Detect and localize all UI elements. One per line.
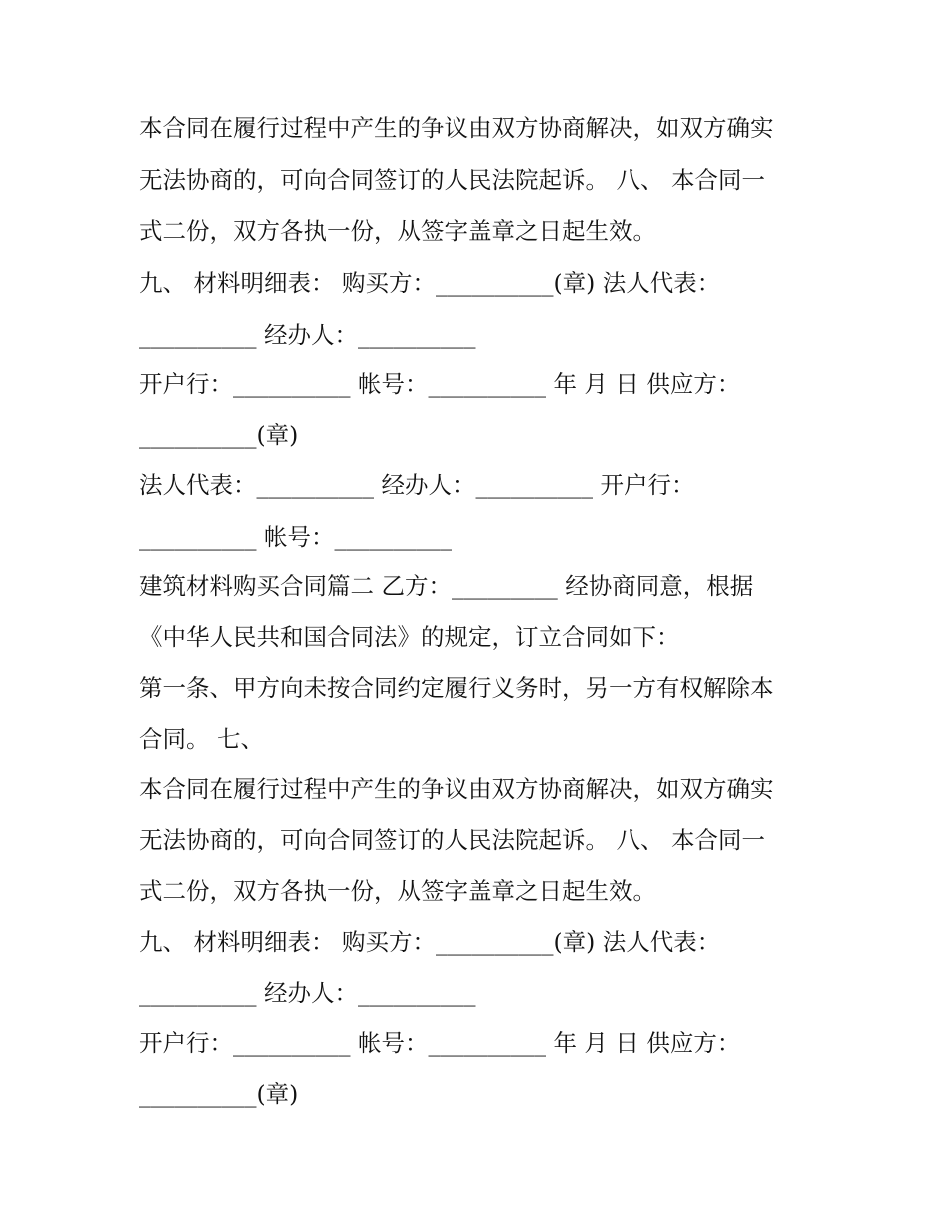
text-line: __________(章) [139, 1080, 299, 1108]
text-line: 开户行：__________ 帐号：__________ 年 月 日 供应方： [139, 1029, 741, 1057]
text-line: 建筑材料购买合同篇二 乙方：_________ 经协商同意，根据 [139, 572, 754, 600]
text-line: 合同。 七、 [139, 725, 264, 753]
text-line: 第一条、甲方向未按合同约定履行义务时，另一方有权解除本 [139, 674, 774, 702]
text-line: 九、 材料明细表： 购买方：__________(章) 法人代表： [139, 269, 721, 297]
text-line: 九、 材料明细表： 购买方：__________(章) 法人代表： [139, 928, 721, 956]
text-line: 《中华人民共和国合同法》的规定，订立合同如下： [139, 623, 680, 651]
text-line: 式二份，双方各执一份，从签字盖章之日起生效。 [139, 877, 656, 905]
text-line: __________ 帐号：__________ [139, 523, 452, 551]
text-line: __________(章) [139, 421, 299, 449]
text-line: 本合同在履行过程中产生的争议由双方协商解决，如双方确实 [139, 114, 774, 142]
text-line: 无法协商的，可向合同签订的人民法院起诉。 八、 本合同一 [139, 826, 765, 854]
text-line: 式二份，双方各执一份，从签字盖章之日起生效。 [139, 217, 656, 245]
text-line: __________ 经办人：__________ [139, 979, 476, 1007]
text-line: 本合同在履行过程中产生的争议由双方协商解决，如双方确实 [139, 775, 774, 803]
text-line: 法人代表：__________ 经办人：__________ 开户行： [139, 471, 695, 499]
text-line: __________ 经办人：__________ [139, 321, 476, 349]
text-line: 开户行：__________ 帐号：__________ 年 月 日 供应方： [139, 370, 741, 398]
text-line: 无法协商的，可向合同签订的人民法院起诉。 八、 本合同一 [139, 166, 765, 194]
